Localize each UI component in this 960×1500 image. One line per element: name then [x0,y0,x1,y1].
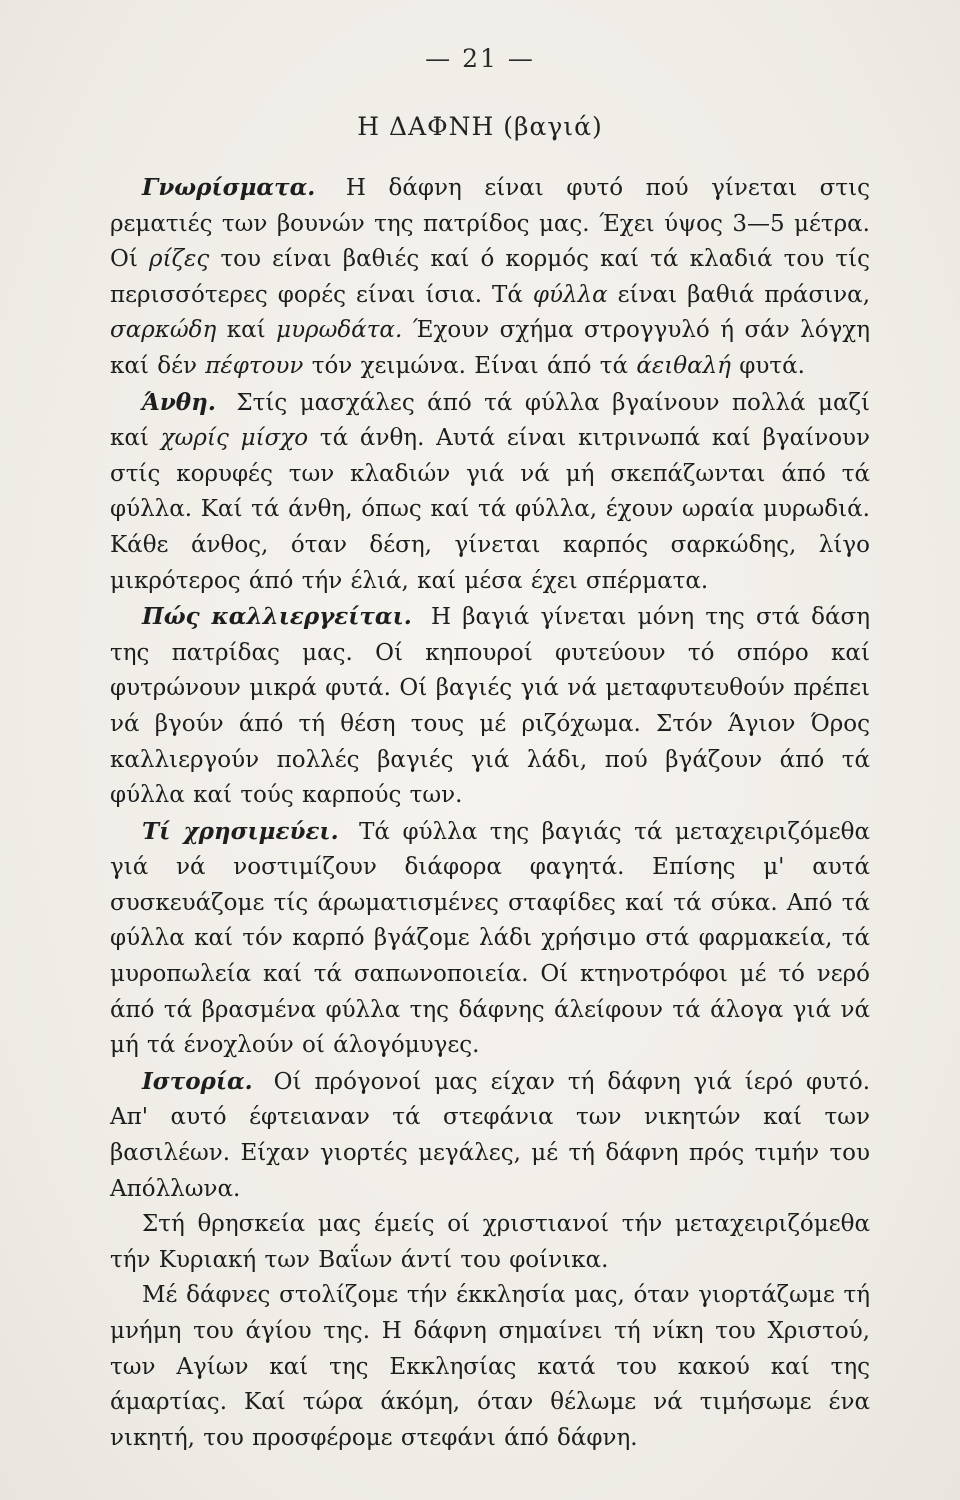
paragraph-text: φυτά. [739,352,805,379]
paragraph-istoria [110,1064,870,1207]
paragraph-text: Τά φύλλα της βαγιάς τά μεταχειριζόμεθα γιά νά νοστιμίζουν διάφορα φαγητά. Επίσης μ' αυτά συσκευάζομε τίς άρωματισμένες σταφίδες καί τά σύκα. Από τά φύλλα καί τόν καρπό βγάζομε λάδι χρήσιμο στά φαρμακεία, τά μυροπωλεία καί τά σαπωνοποιεία. Οί κτηνοτρόφοι μέ τό νερό άπό τά βρασμένα φύλλα της δάφνης άλείφουν τά άλογα γιά νά μή τά ένοχλούν οί άλογόμυγες. [110,818,870,1059]
paragraph-kalliergeia [110,599,870,814]
paragraph-chrisimevei [110,814,870,1064]
section-heading-chrisimevei: Τί χρησιμεύει. [142,817,339,845]
section-heading-gnorismata: Γνωρίσματα. [142,174,316,201]
page-number: — 21 — [425,44,535,73]
paragraph-istoria-3: Μέ δάφνες στολίζομε τήν έκκλησία μας, όταν γιορτάζωμε τή μνήμη του άγίου της. Η δάφνη σημαίνει τή νίκη του Χριστού, των Αγίων καί της Εκκλησίας κατά του κακού καί της άμαρτίας. Καί τώρα άκόμη, όταν θέλωμε νά τιμήσωμε ένα νικητή, του προσφέρομε στεφάνι άπό δάφνη. [110,1282,870,1451]
paragraph-text: Στίς μασχάλες άπό τά φύλλα βγαίνουν πολλά μαζί καί [110,389,871,452]
emphasized-term: μυρωδάτα. [276,317,403,344]
paragraph-text: Έχουν σχήμα στρογγυλό ή σάν λόγχη καί δέν [110,317,871,379]
paragraph-text: του είναι βαθιές καί ό κορμός καί τά κλαδιά του τίς περισσότερες φορές είναι ίσια. Τά [110,246,871,308]
section-heading-kalliergeia: Πώς καλλιεργείται. [142,603,412,631]
page-title: Η ΔΑΦΝΗ (βαγιά) [357,112,603,141]
emphasized-term: πέφτουν [205,352,304,379]
paragraph-text: είναι βαθιά πράσινα, [617,281,871,308]
emphasized-term: χωρίς μίσχο [160,425,309,452]
article-body [110,170,870,1456]
paragraph-text: τόν χειμώνα. Είναι άπό τά [311,352,629,379]
paragraph-text: Η δάφνη είναι φυτό πού γίνεται στις ρεματιές των βουνών της πατρίδος μας. Έχει ύψος 3—5 μέτρα. Οί [110,175,871,273]
paragraph-text: τά άνθη. Αυτά είναι κιτρινωπά καί βγαίνουν στίς κορυφές των κλαδιών γιά νά μή σκεπάζωνται άπό τά φύλλα. Καί τά άνθη, όπως καί τά φύλλα, έχουν ωραία μυρωδιά. Κάθε άνθος, όταν δέση, γίνεται καρπός σαρκώδης, λίγο μικρότερος άπό τήν έλιά, καί μέσα έχει σπέρματα. [110,425,871,594]
section-heading-istoria: Ιστορία. [142,1067,253,1095]
paragraph-text: Η βαγιά γίνεται μόνη της στά δάση της πατρίδας μας. Οί κηπουροί φυτεύουν τό σπόρο καί φυτρώνουν μικρά φυτά. Οί βαγιές γιά νά μεταφυτευθούν πρέπει νά βγούν άπό τή θέση τους μέ ριζόχωμα. Στόν Άγιον Όρος καλλιεργούν πολλές βαγιές γιά λάδι, πού βγάζουν άπό τά φύλλα καί τούς καρπούς των. [110,604,870,809]
paragraph-text: καί [226,317,266,344]
emphasized-term: σαρκώδη [110,317,217,344]
section-heading-anthi: Άνθη. [142,388,216,416]
paragraph-text: Οί πρόγονοί μας είχαν τή δάφνη γιά ίερό φυτό. Απ' αυτό έφτειαναν τά στεφάνια των νικητών καί των βασιλέων. Είχαν γιορτές μεγάλες, μέ τή δάφνη πρός τιμήν του Απόλλωνα. [110,1068,871,1202]
emphasized-term: άειθαλή [636,352,731,379]
emphasized-term: ρίζες [149,246,210,273]
paragraph-gnorismata [110,170,870,385]
paragraph-anthi [110,385,870,600]
paragraph-istoria-2: Στή θρησκεία μας έμείς οί χριστιανοί τήν μεταχειριζόμεθα τήν Κυριακή των Βαΐων άντί του φοίνικα. [110,1211,870,1273]
emphasized-term: φύλλα [532,281,608,308]
